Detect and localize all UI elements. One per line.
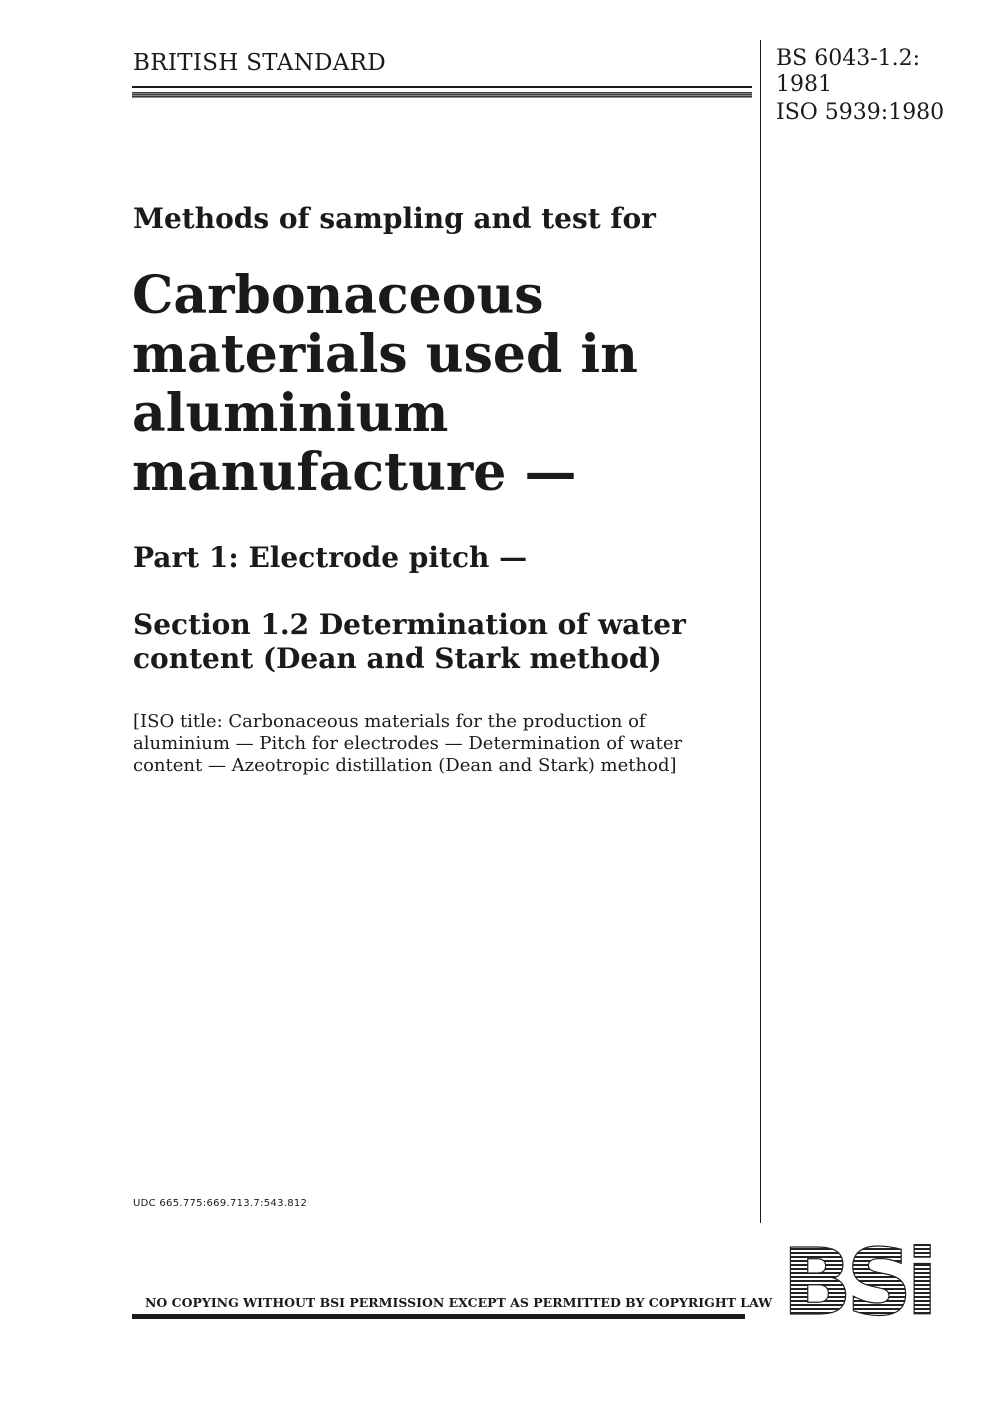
vertical-divider (760, 40, 761, 1223)
iso-title-line: [ISO title: Carbonaceous materials for the production of (133, 711, 646, 732)
standard-year: 1981 (776, 72, 832, 97)
section-title-line: content (Dean and Stark method) (133, 642, 662, 675)
title-line: manufacture — (132, 442, 577, 503)
standard-number: BS 6043-1.2: (776, 46, 921, 71)
title-line: Carbonaceous (132, 265, 544, 326)
udc-code: UDC 665.775:669.713.7:543.812 (133, 1198, 308, 1209)
document-title (132, 266, 742, 502)
svg-text:BSi: BSi (782, 1244, 932, 1318)
copyright-notice: NO COPYING WITHOUT BSI PERMISSION EXCEPT AS PERMITTED BY COPYRIGHT LAW (145, 1295, 773, 1310)
title-line: materials used in (132, 324, 638, 385)
part-title: Part 1: Electrode pitch — (133, 541, 528, 574)
document-supertitle: Methods of sampling and test for (133, 202, 656, 235)
section-title-line: Section 1.2 Determination of water (133, 608, 686, 641)
header-rule-thick (132, 92, 752, 98)
document-header-label: BRITISH STANDARD (133, 50, 387, 76)
iso-number: ISO 5939:1980 (776, 100, 945, 125)
section-title (133, 608, 733, 676)
footer-rule (132, 1314, 745, 1319)
iso-title-line: aluminium — Pitch for electrodes — Determination of water (133, 733, 683, 754)
iso-title-line: content — Azeotropic distillation (Dean and Stark) method] (133, 755, 677, 776)
title-line: aluminium (132, 383, 449, 444)
iso-title (133, 711, 733, 777)
header-rule-thin (132, 86, 752, 88)
bsi-logo (770, 1244, 945, 1318)
